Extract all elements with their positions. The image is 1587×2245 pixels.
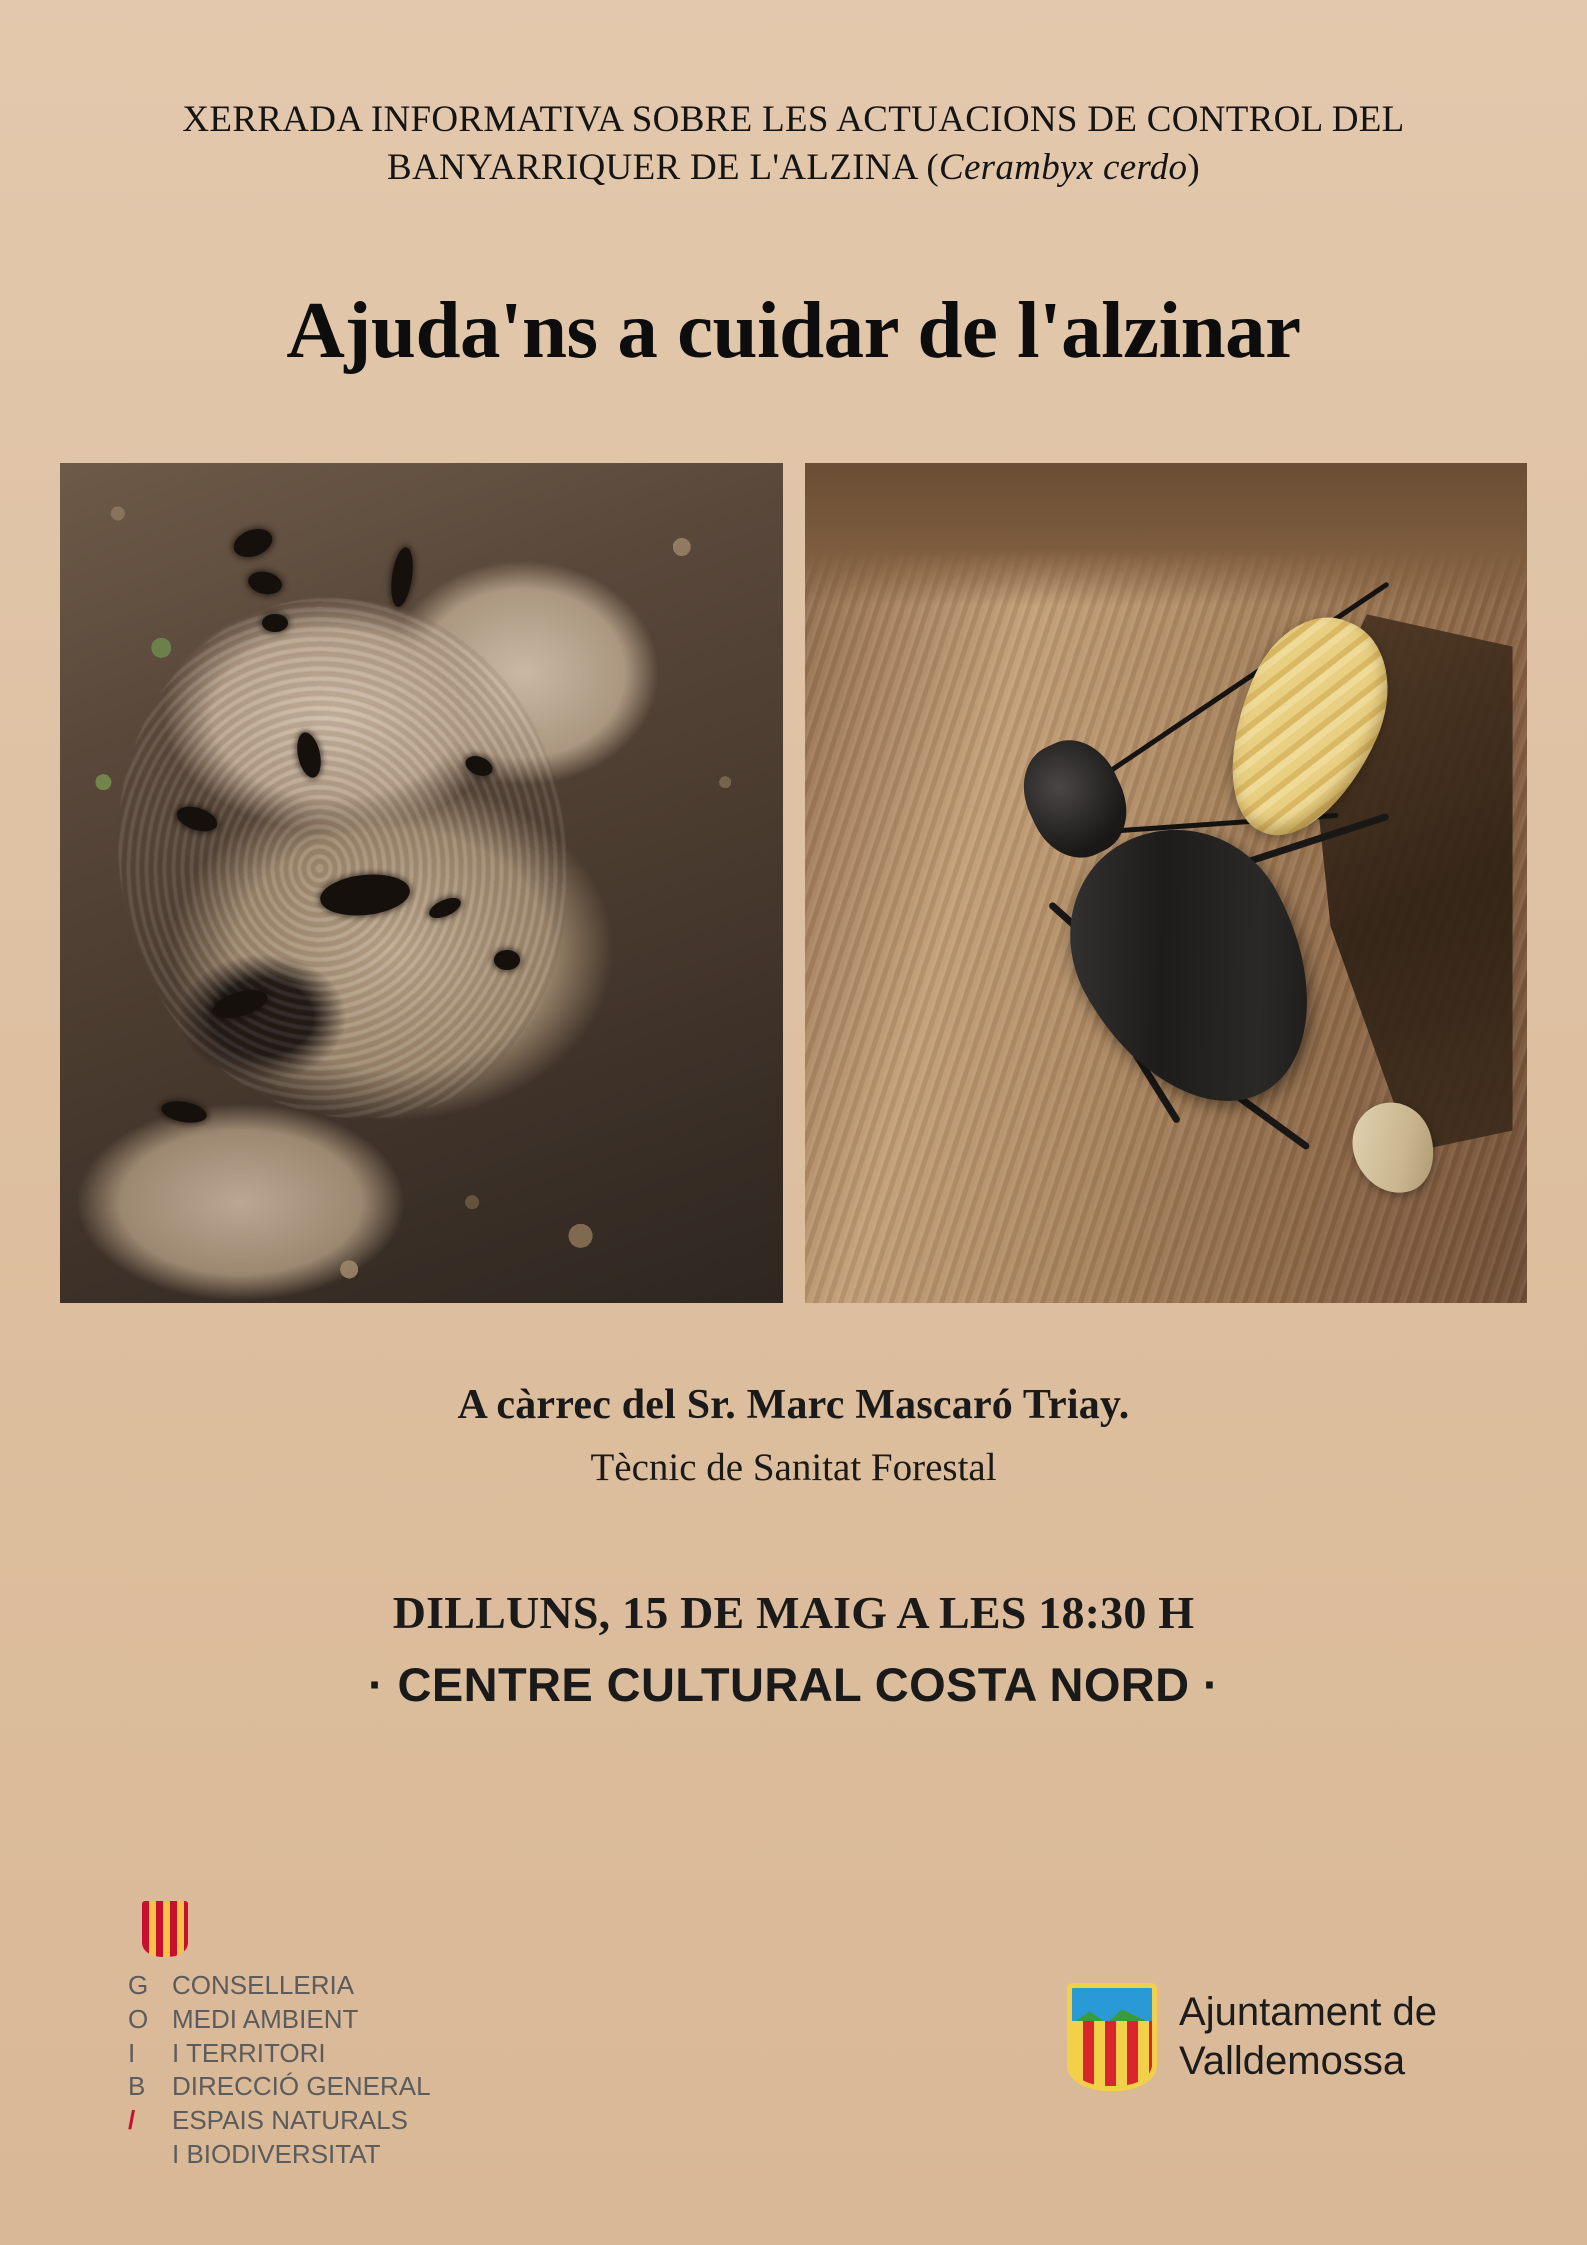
ajuntament-name-line-2: Valldemossa xyxy=(1179,2039,1406,2083)
goib-text-line: DIRECCIÓ GENERAL xyxy=(172,2071,431,2102)
footer-logos xyxy=(0,1883,1587,2183)
goib-letter: B xyxy=(128,2071,146,2102)
cerambyx-beetle-and-larva-image xyxy=(805,463,1528,1303)
goib-letter: G xyxy=(128,1970,149,2000)
kicker-species-name: Cerambyx cerdo xyxy=(938,147,1188,189)
kicker-line-2-prefix: BANYARRIQUER DE L'ALZINA ( xyxy=(387,147,939,189)
goib-text-line: CONSELLERIA xyxy=(172,1970,355,2000)
goib-text-line: MEDI AMBIENT xyxy=(172,2003,359,2034)
kicker-line-2-suffix: ) xyxy=(1187,147,1200,189)
page-title: Ajuda'ns a cuidar de l'alzinar xyxy=(286,285,1301,376)
wood-shadow-band xyxy=(805,463,1528,606)
event-venue: · CENTRE CULTURAL COSTA NORD · xyxy=(368,1658,1219,1712)
kicker-line-1: XERRADA INFORMATIVA SOBRE LES ACTUACIONS DE CONTROL DEL xyxy=(182,99,1405,140)
speaker-role: Tècnic de Sanitat Forestal xyxy=(590,1446,997,1490)
ajuntament-name-line-1: Ajuntament de xyxy=(1179,1990,1437,2035)
goib-acronym xyxy=(128,1969,172,2172)
event-date-time: DILLUNS, 15 DE MAIG A LES 18:30 H xyxy=(392,1587,1195,1639)
speaker-block xyxy=(60,1381,1527,1490)
valldemossa-coat-of-arms-icon xyxy=(1067,1983,1157,2091)
goib-text-line: I TERRITORI xyxy=(172,2037,326,2068)
kicker-line-2 xyxy=(60,144,1527,192)
speaker-name: A càrrec del Sr. Marc Mascaró Triay. xyxy=(457,1382,1130,1429)
goib-slash-mark: / xyxy=(128,2105,136,2136)
poster-kicker xyxy=(60,0,1527,192)
larval-gallery-hole xyxy=(494,950,520,970)
ajuntament-name xyxy=(1179,1988,1437,2086)
goib-text-line: I BIODIVERSITAT xyxy=(172,2138,381,2169)
goib-letter: I xyxy=(128,2037,136,2068)
balearic-flag-shield-icon xyxy=(142,1901,188,1957)
goib-department-text xyxy=(172,1969,431,2172)
ajuntament-valldemossa-logo xyxy=(1067,1983,1437,2091)
goib-logo xyxy=(128,1901,431,2172)
goib-logo-rows xyxy=(128,1969,431,2172)
shield-catalan-bars xyxy=(1072,2021,1152,2086)
photo-gallery xyxy=(60,463,1527,1303)
goib-text-line: ESPAIS NATURALS xyxy=(172,2105,408,2136)
oak-stump-with-galleries-image xyxy=(60,463,783,1303)
goib-letter: O xyxy=(128,2003,149,2034)
